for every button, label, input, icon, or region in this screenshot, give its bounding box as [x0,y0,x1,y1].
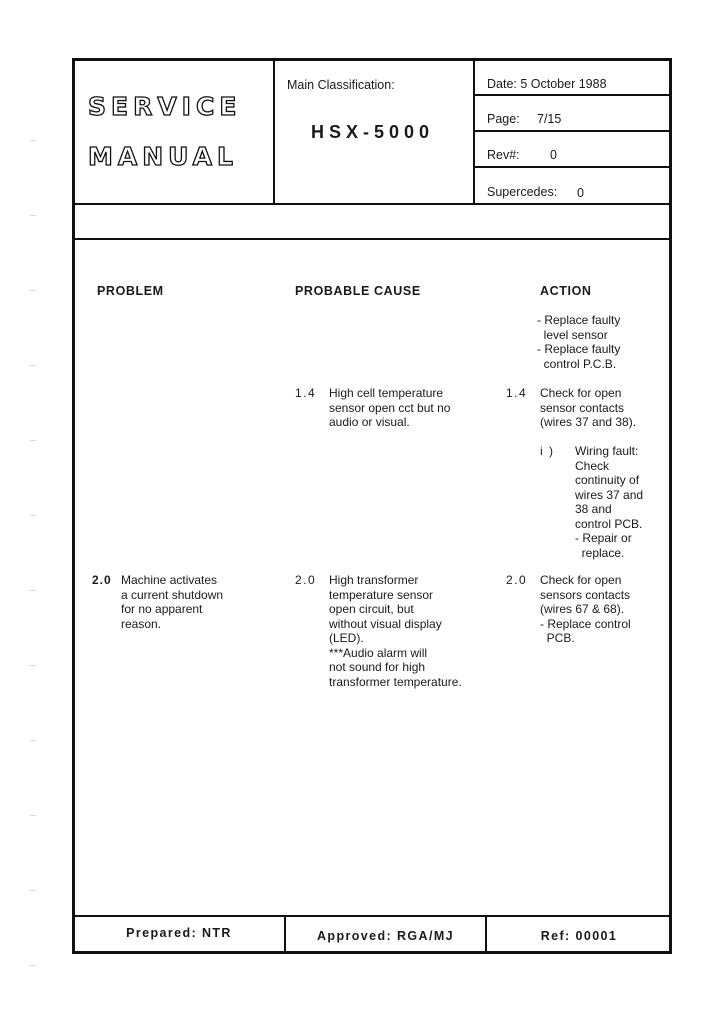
cause-number: 1.4 [295,386,317,400]
problem-text-block [121,573,223,631]
sub-item-line: continuity of [575,473,640,487]
header-rule-date [473,94,671,96]
problem-line: Machine activates [121,573,218,587]
cause-line: audio or visual. [329,415,410,429]
reference-number: Ref: 00001 [540,929,618,943]
cause-line: without visual display [329,616,442,631]
problem-line: a current shutdown [121,587,224,602]
action-text-block [540,573,631,646]
header-divider-1 [273,60,275,204]
action-continued-block [537,313,620,371]
cause-number: 2.0 [295,573,317,587]
action-number: 1.4 [506,386,528,400]
cause-line: transformer temperature. [329,674,462,689]
cause-text-block [329,573,462,689]
cause-line: sensor open cct but no [329,400,451,415]
header-rule-rev [473,166,671,168]
cause-line: High transformer [329,573,419,587]
problem-number: 2.0 [92,573,112,587]
model-number: HSX-5000 [311,122,435,142]
sub-item-line: 38 and [575,502,612,516]
problem-column-heading: PROBLEM [97,284,164,298]
page-value: 7/15 [537,112,562,126]
sub-item-line: replace. [575,545,625,560]
problem-line: reason. [121,616,162,631]
sub-item-line: wires 37 and [575,487,644,502]
sub-item-line: - Repair or [575,531,632,545]
cause-line: temperature sensor [329,587,434,602]
action-line: sensors contacts [540,587,631,602]
sub-item-number: i ) [540,444,555,458]
sub-item-line: control PCB. [575,516,643,531]
sub-item-line: Check [575,458,610,473]
prepared-by: Prepared: NTR [126,926,232,940]
problem-line: for no apparent [121,602,203,616]
header-divider-2 [473,60,475,204]
action-line: - Replace faulty [537,342,621,356]
action-line: PCB. [540,631,575,645]
cause-line: not sound for high [329,660,426,674]
service-title: SERVICE [88,92,242,121]
action-column-heading: ACTION [540,284,592,298]
rev-value: 0 [550,148,557,162]
header-rule-page [473,130,671,132]
sub-item-block [575,444,643,560]
sub-item-line: Wiring fault: [575,444,639,458]
action-line: Check for open [540,386,622,400]
header-bottom-rule [74,203,671,205]
supercedes-label: Supercedes: [487,185,558,199]
action-line: level sensor [537,327,608,342]
cause-line: (LED). [329,631,364,645]
cause-text-block [329,386,450,430]
action-line: sensor contacts [540,400,625,415]
cause-line: ***Audio alarm will [329,645,428,660]
action-line: (wires 37 and 38). [540,415,637,429]
action-line: - Replace control [540,616,631,631]
manual-title: MANUAL [88,142,238,171]
action-text-block [540,386,636,430]
action-line: (wires 67 & 68). [540,602,625,616]
action-line: Check for open [540,573,622,587]
classification-label: Main Classification: [287,78,395,92]
cause-line: open circuit, but [329,602,414,616]
supercedes-value: 0 [577,186,584,200]
approved-by: Approved: RGA/MJ [317,929,454,943]
cause-column-heading: PROBABLE CAUSE [295,284,421,298]
action-line: control P.C.B. [537,356,617,371]
cause-line: High cell temperature [329,386,444,400]
action-number: 2.0 [506,573,528,587]
action-line: - Replace faulty [537,313,621,327]
date-field: Date: 5 October 1988 [487,77,607,91]
blank-band-rule [74,238,671,240]
rev-label: Rev#: [487,148,520,162]
footer-top-rule [74,915,671,917]
page-label: Page: [487,112,520,126]
